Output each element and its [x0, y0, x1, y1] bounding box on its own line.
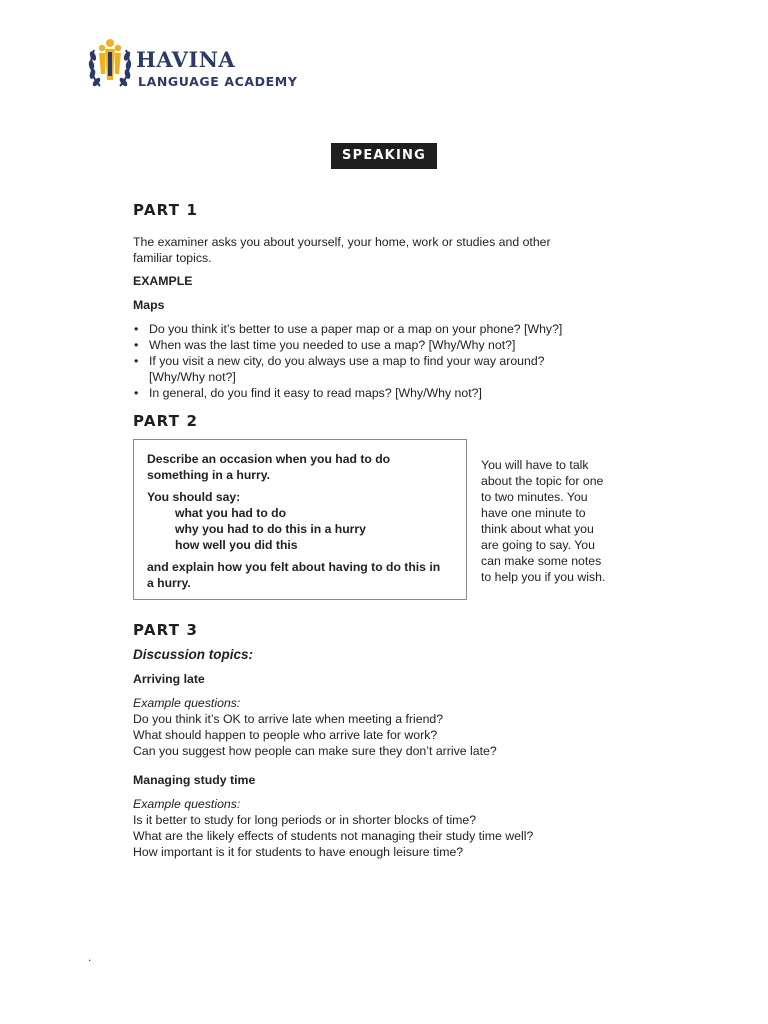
topic-title: Arriving late [133, 672, 205, 686]
cue-should-say: You should say: [147, 490, 241, 504]
note-line: about the topic for one [481, 474, 604, 488]
part1-intro-line: The examiner asks you about yourself, your home, work or studies and other [133, 235, 551, 249]
cue-point: what you had to do [175, 506, 287, 520]
note-line: are going to say. You [481, 538, 595, 552]
cue-point: how well you did this [175, 538, 298, 552]
note-line: have one minute to [481, 506, 586, 520]
cue-point: why you had to do this in a hurry [175, 522, 366, 536]
example-label: EXAMPLE [133, 274, 193, 288]
academy-logo [88, 36, 298, 98]
list-item: • If you visit a new city, do you always use a map to find your way around? [133, 353, 613, 369]
list-item: • Do you think it’s better to use a paper map or a map on your phone? [Why?] [133, 321, 613, 337]
logo-tagline: LANGUAGE ACADEMY [138, 74, 298, 89]
list-item: • When was the last time you needed to use a map? [Why/Why not?] [133, 337, 613, 353]
topic-questions [133, 796, 653, 860]
note-line: You will have to talk [481, 458, 589, 472]
example-questions-label: Example questions: [133, 696, 241, 710]
part2-note [481, 457, 631, 585]
list-item-continuation: [Why/Why not?] [149, 370, 236, 384]
list-item: • In general, do you find it easy to read maps? [Why/Why not?] [133, 385, 613, 401]
note-line: to help you if you wish. [481, 570, 606, 584]
logo-name: HAVINA [136, 47, 236, 72]
part2-heading: PART 2 [133, 412, 199, 430]
question-line: Can you suggest how people can make sure they don’t arrive late? [133, 744, 497, 758]
question-line: Do you think it’s OK to arrive late when meeting a friend? [133, 712, 444, 726]
cue-task-line: something in a hurry. [147, 468, 271, 482]
cue-card [133, 439, 467, 600]
note-line: think about what you [481, 522, 594, 536]
note-line: can make some notes [481, 554, 602, 568]
question-line: What are the likely effects of students not managing their study time well? [133, 829, 534, 843]
part1-question-list [133, 321, 613, 401]
part1-intro-line: familiar topics. [133, 251, 212, 265]
cue-explain-line: and explain how you felt about having to do this in [147, 560, 441, 574]
part1-intro [133, 234, 603, 266]
part1-topic: Maps [133, 298, 165, 312]
footer-mark: . [88, 950, 92, 964]
topic-title: Managing study time [133, 773, 256, 787]
question-line: Is it better to study for long periods or in shorter blocks of time? [133, 813, 477, 827]
part1-heading: PART 1 [133, 201, 199, 219]
laurel-emblem-icon [88, 36, 132, 94]
cue-task-line: Describe an occasion when you had to do [147, 452, 391, 466]
question-line: What should happen to people who arrive late for work? [133, 728, 438, 742]
question-line: How important is it for students to have enough leisure time? [133, 845, 464, 859]
example-questions-label: Example questions: [133, 797, 241, 811]
part3-heading: PART 3 [133, 621, 199, 639]
topic-questions [133, 695, 613, 759]
section-banner: SPEAKING [331, 143, 437, 169]
note-line: to two minutes. You [481, 490, 588, 504]
cue-explain-line: a hurry. [147, 576, 191, 590]
part3-subheading: Discussion topics: [133, 647, 254, 662]
